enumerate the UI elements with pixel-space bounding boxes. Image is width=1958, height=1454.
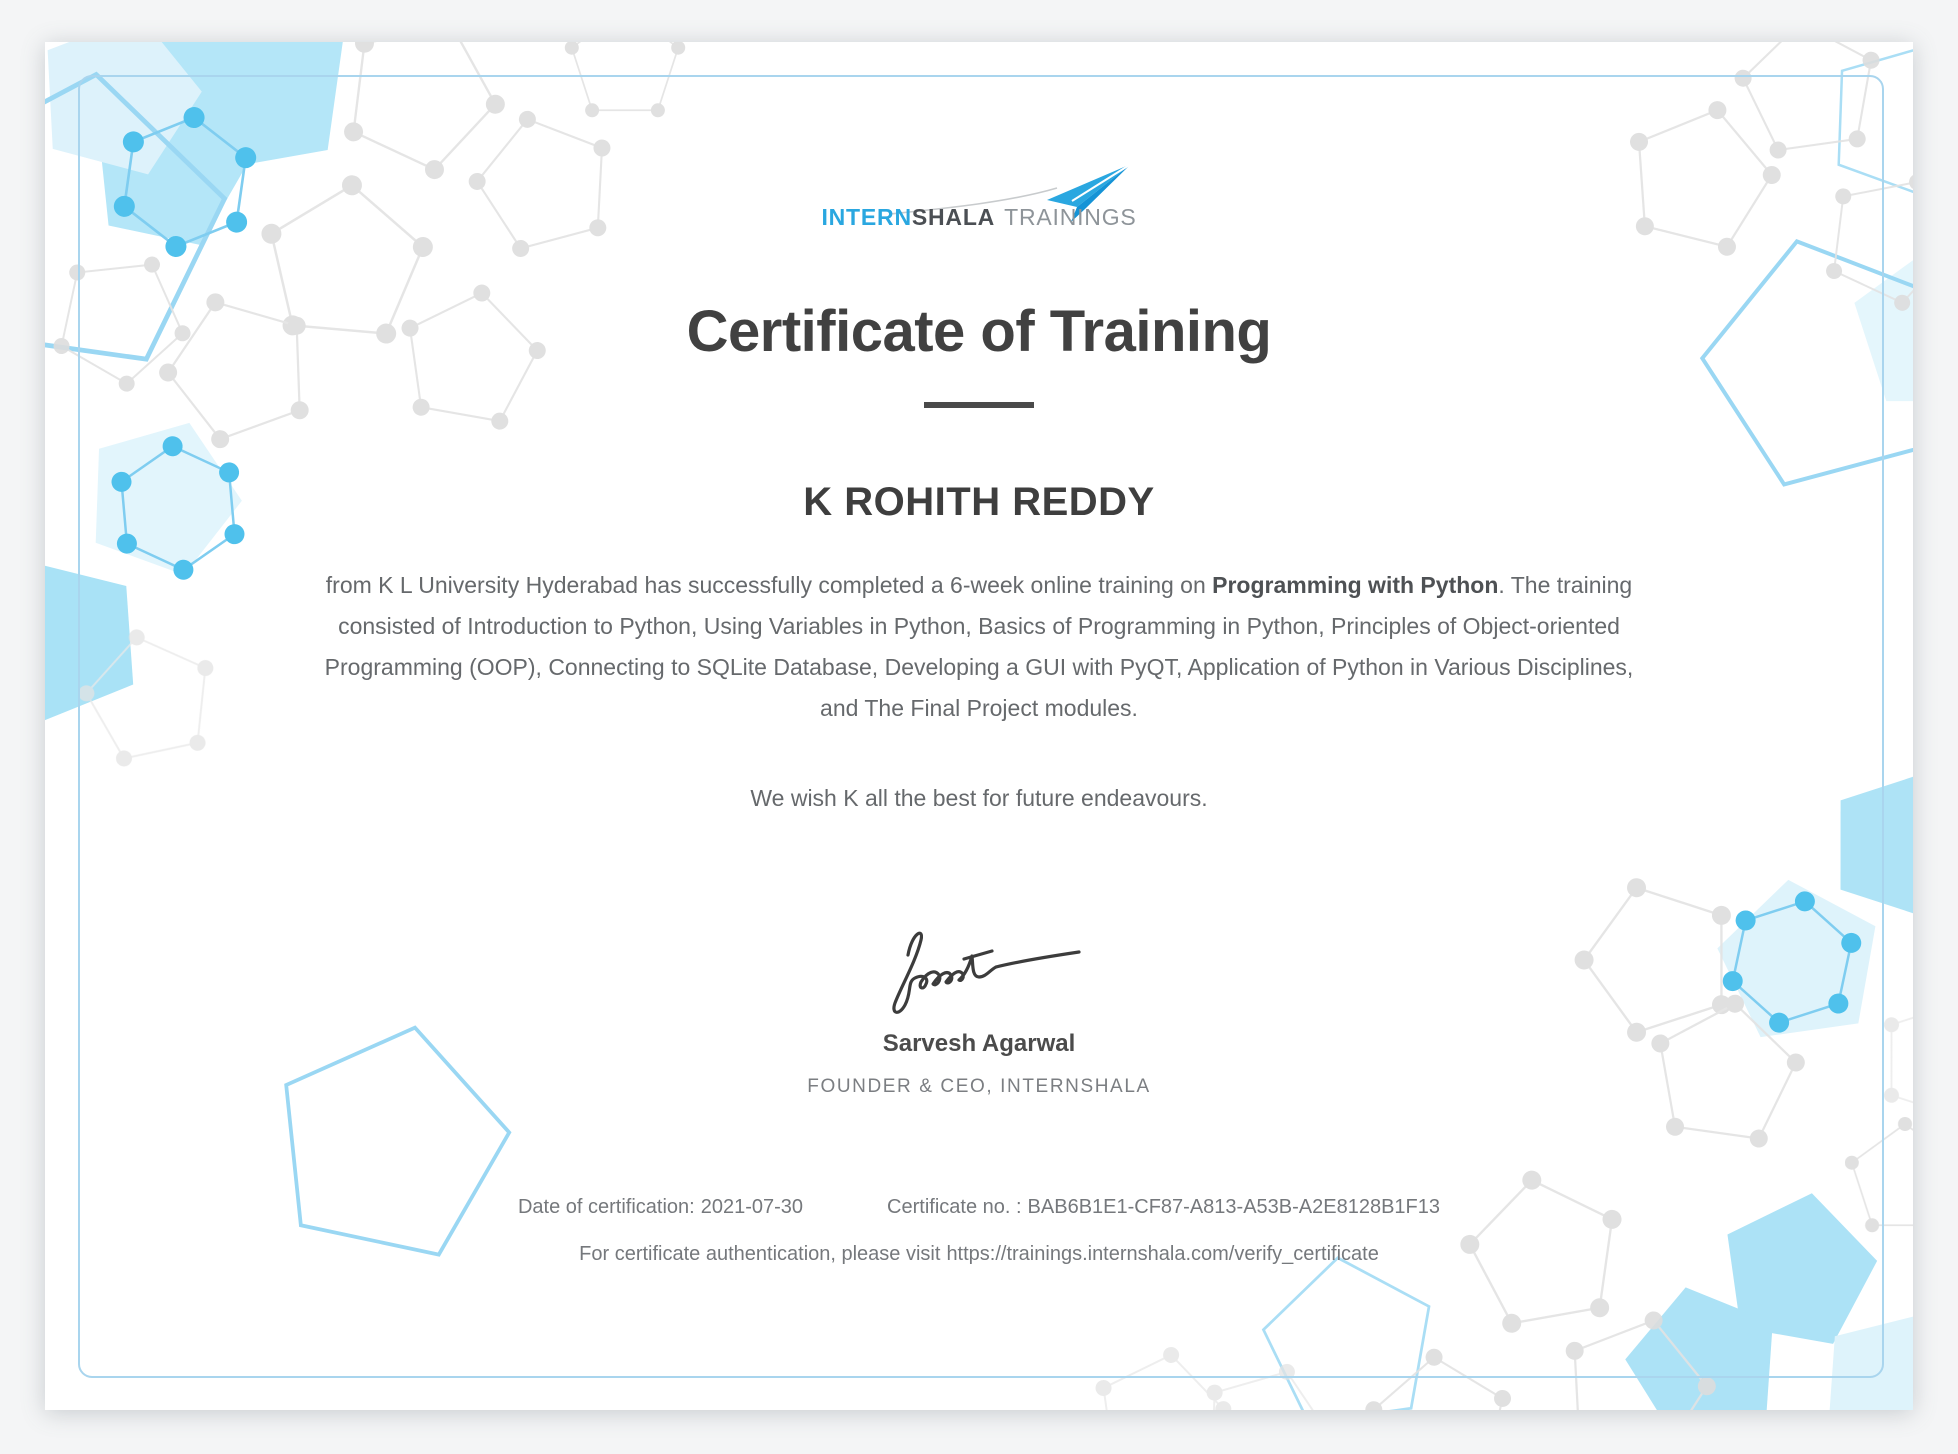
wish-line: We wish K all the best for future endeavours. xyxy=(750,785,1208,811)
body-rest: . The training consisted of Introduction to Python, Using Variables in Python, Basics of Programming in Python, Principles of Object-oriented Programming (OOP), Connecting to SQLite Database, Developing a GUI with PyQT, Application of Python in Various Disciplines, and The Final Project modules. xyxy=(324,572,1634,721)
logo-trainings: TRAININGS xyxy=(1004,204,1137,230)
certificate-title: Certificate of Training xyxy=(686,299,1272,364)
recipient-name: K ROHITH REDDY xyxy=(803,480,1155,524)
cert-no-value: BAB6B1E1-CF87-A813-A53B-A2E8128B1F13 xyxy=(1027,1196,1441,1218)
auth-url: https://trainings.internshala.com/verify_certificate xyxy=(946,1243,1379,1265)
logo-intern: INTERN xyxy=(821,204,912,230)
certificate-number xyxy=(887,1196,1440,1219)
internshala-trainings-logo xyxy=(0,204,1958,231)
date-value: 2021-07-30 xyxy=(700,1196,804,1218)
signature-image xyxy=(874,925,1094,1020)
cert-no-label: Certificate no. : xyxy=(887,1196,1022,1218)
certification-date xyxy=(518,1196,803,1219)
title-divider xyxy=(924,402,1034,408)
signatory-name: Sarvesh Agarwal xyxy=(882,1030,1076,1057)
authentication-line xyxy=(0,1243,1958,1266)
signatory-role: FOUNDER & CEO, INTERNSHALA xyxy=(807,1076,1151,1097)
logo-shala: SHALA xyxy=(911,204,996,230)
certificate-body-paragraph xyxy=(304,565,1654,729)
body-lead: from K L University Hyderabad has successfully completed a 6-week online training on xyxy=(325,572,1213,598)
date-label: Date of certification: xyxy=(517,1196,695,1218)
auth-label: For certificate authentication, please visit xyxy=(579,1243,941,1265)
certificate-meta-row xyxy=(0,1196,1958,1219)
course-name: Programming with Python xyxy=(1212,572,1499,598)
